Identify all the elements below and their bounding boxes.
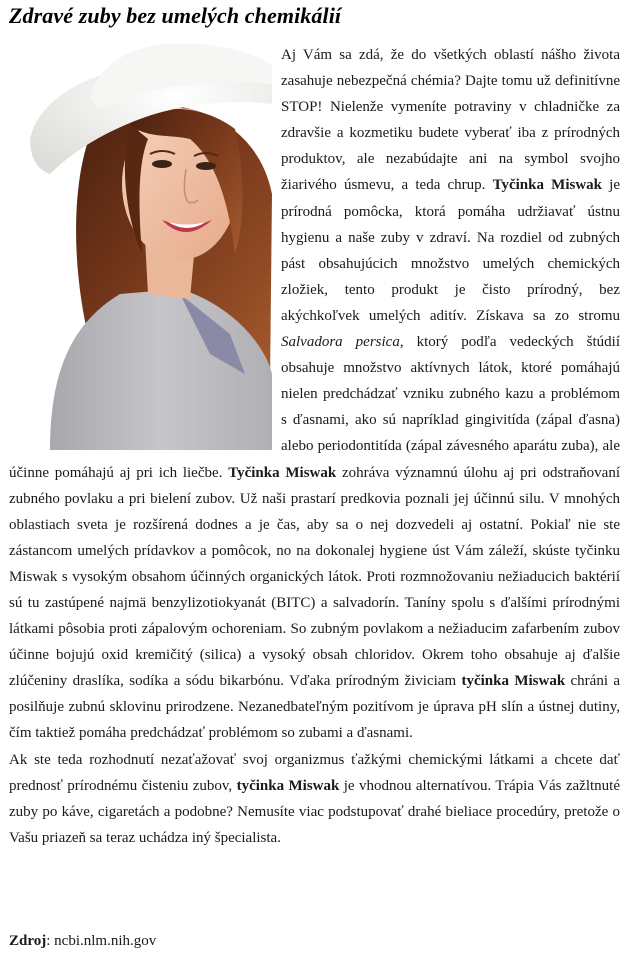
source-line: [9, 933, 156, 950]
paragraph-2-bold-1: tyčinka Miswak: [236, 777, 340, 794]
photo-float-spacer: [9, 44, 281, 458]
paragraph-1-bold-3: tyčinka Miswak: [461, 673, 566, 690]
article-title: Zdravé zuby bez umelých chemikálií: [9, 3, 342, 28]
paragraph-1-text-2: je prírodná pomôcka, ktorá pomáha udržiavať ústnu hygienu a naše zuby v zdraví. Na rozdiel od zubných pást obsahujúcich množstvo umelých chemických zložiek, tento produkt je čisto prírodný, bez akýchkoľvek umelých aditív. Získava sa zo stromu: [281, 177, 620, 324]
source-separator: :: [46, 933, 55, 949]
paragraph-1-bold-2: Tyčinka Miswak: [228, 464, 337, 481]
paragraph-1-text-4: zohráva významnú úlohu aj pri odstraňovaní zubného povlaku a pri bielení zubov. Už naši prastarí predkovia poznali jej účinnú silu. V mnohých oblastiach sveta je rozšírená dodnes a je čas, aby sa o nej dozvedeli aj ostatní. Pokiaľ nie ste zástancom umelých prídavkov a pomôcok, no na dokonalej hygiene úst Vám záleží, skúste tyčinku Miswak s vysokým obsahom účinných organických látok. Proti rozmnožovaniu nežiaducich baktérií sú tu zastúpené najmä benzylizotiokyanát (BITC) a salvadorín. Taníny spolu s ďalšími prírodnými látkami pôsobia proti zápalovým ochoreniam. So zubným povlakom a nežiaducim zafarbením zubov účinne bojujú oxid kremičitý (silica) a vysoký obsah chloridov. Okrem toho obsahuje aj ďalšie zlúčeniny draslíka, sodíka a sódu bikarbónu. Vďaka prírodným živiciam: [9, 464, 620, 690]
paragraph-1-text-5: chráni a posilňuje zubnú sklovinu prirodzene. Nezanedbateľným pozitívom je úprava pH slín a ústnej dutiny, čím taktiež pomáha predchádzať problémom so zubami a ďasnami.: [9, 673, 621, 742]
paragraph-1-text-3: , ktorý podľa vedeckých štúdií obsahuje množstvo aktívnych látok, ktoré pomáhajú nielen predchádzať vzniku zubného kazu a problémom s ďasnami, ako sú napríklad gingivitída (zápal ďasna) alebo periodontitída (zápal závesného aparátu zuba), ale účinne pomáhajú aj pri ich liečbe.: [9, 334, 620, 481]
article-body: [9, 42, 620, 851]
paragraph-2-text-2: je vhodnou alternatívou. Trápia Vás zažltnuté zuby po káve, cigaretách a podobne? Nemusíte viac podstupovať drahé bieliace procedúry, pretože o Vašu priazeň sa teraz uchádza iný špecialista.: [9, 777, 621, 846]
paragraph-1-italic-1: Salvadora persica: [281, 334, 400, 351]
paragraph-1-bold-1: Tyčinka Miswak: [492, 177, 602, 194]
paragraph-2: [9, 747, 620, 851]
source-label: Zdroj: [9, 933, 47, 949]
paragraph-2-text-1: Ak ste teda rozhodnutí nezaťažovať svoj organizmus ťažkými chemickými látkami a chcete dať prednosť prírodnému čisteniu zubov,: [9, 751, 620, 794]
paragraph-1-text-1: Aj Vám sa zdá, že do všetkých oblastí nášho života zasahuje nebezpečná chémia? Dajte tomu už definitívne STOP! Nielenže vymeníte potraviny v chladničke za zdravšie a kozmetiku budete vyberať iba z prírodných produktov, ale nezabúdajte ani na symbol svojho žiarivého úsmevu, a teda chrup.: [281, 47, 620, 194]
source-value: ncbi.nlm.nih.gov: [54, 933, 157, 949]
